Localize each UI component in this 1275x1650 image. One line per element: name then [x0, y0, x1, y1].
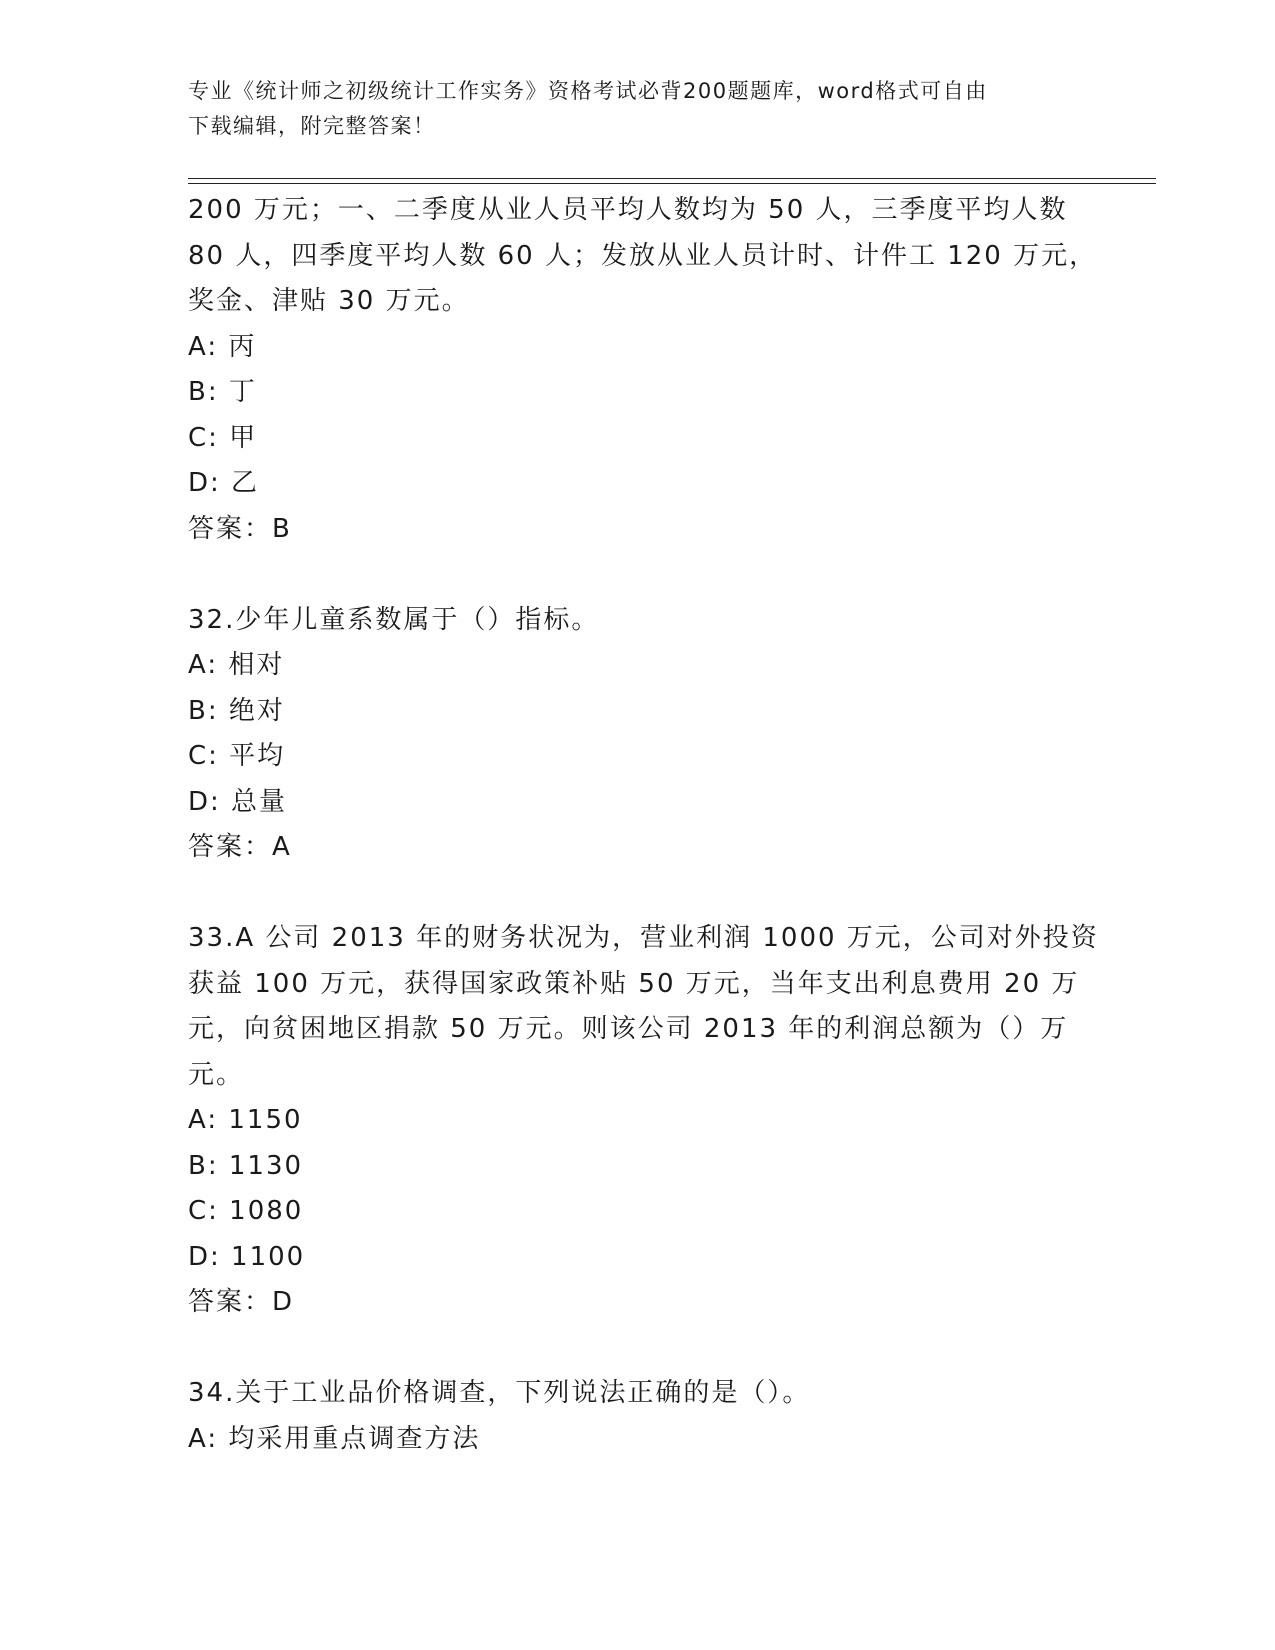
question-stem-line: 80 人，四季度平均人数 60 人；发放从业人员计时、计件工 120 万元， [188, 240, 1098, 271]
option-a: A: 相对 [188, 650, 285, 680]
option-b: B: 绝对 [188, 695, 285, 726]
option-a: A: 丙 [188, 331, 257, 362]
question-stem-line: 32.少年儿童系数属于（）指标。 [188, 604, 600, 635]
answer: 答案：B [188, 513, 292, 544]
question-stem-line: 获益 100 万元，获得国家政策补贴 50 万元，当年支出利息费用 20 万 [188, 968, 1080, 999]
option-d: D: 总量 [188, 786, 288, 817]
question-stem-line: 元，向贫困地区捐款 50 万元。则该公司 2013 年的利润总额为（）万 [188, 1014, 1069, 1044]
question-34 [188, 1371, 1078, 1462]
header-line-1: 专业《统计师之初级统计工作实务》资格考试必背200题题库，word格式可自由 [188, 79, 988, 103]
option-a: A: 1150 [188, 1105, 303, 1135]
option-d: D: 乙 [188, 468, 260, 498]
question-stem-line: 奖金、津贴 30 万元。 [188, 286, 470, 316]
question-31 [188, 188, 1098, 552]
option-b: B: 丁 [188, 377, 257, 407]
option-c: C: 甲 [188, 422, 258, 453]
question-stem-line: 元。 [188, 1059, 245, 1090]
question-stem-line: 33.A 公司 2013 年的财务状况为，营业利润 1000 万元，公司对外投资 [188, 923, 1099, 953]
document-body [188, 188, 1099, 1462]
header-divider-top [188, 178, 1156, 179]
header-line-2: 下载编辑，附完整答案！ [188, 114, 436, 138]
question-32 [188, 598, 1078, 871]
spacer [188, 552, 1078, 598]
document-header [188, 74, 1088, 144]
option-c: C: 平均 [188, 741, 286, 771]
option-d: D: 1100 [188, 1241, 306, 1272]
header-divider-bottom [188, 183, 1156, 184]
option-c: C: 1080 [188, 1196, 304, 1226]
spacer [188, 1326, 1078, 1372]
answer: 答案：A [188, 832, 292, 862]
option-b: B: 1130 [188, 1150, 304, 1181]
answer: 答案：D [188, 1287, 295, 1317]
question-33 [188, 916, 1099, 1326]
option-a: A: 均采用重点调查方法 [188, 1423, 481, 1454]
question-stem-line: 200 万元；一、二季度从业人员平均人数均为 50 人，三季度平均人数 [188, 195, 1068, 225]
spacer [188, 871, 1078, 917]
question-stem-line: 34.关于工业品价格调查，下列说法正确的是（）。 [188, 1378, 811, 1408]
